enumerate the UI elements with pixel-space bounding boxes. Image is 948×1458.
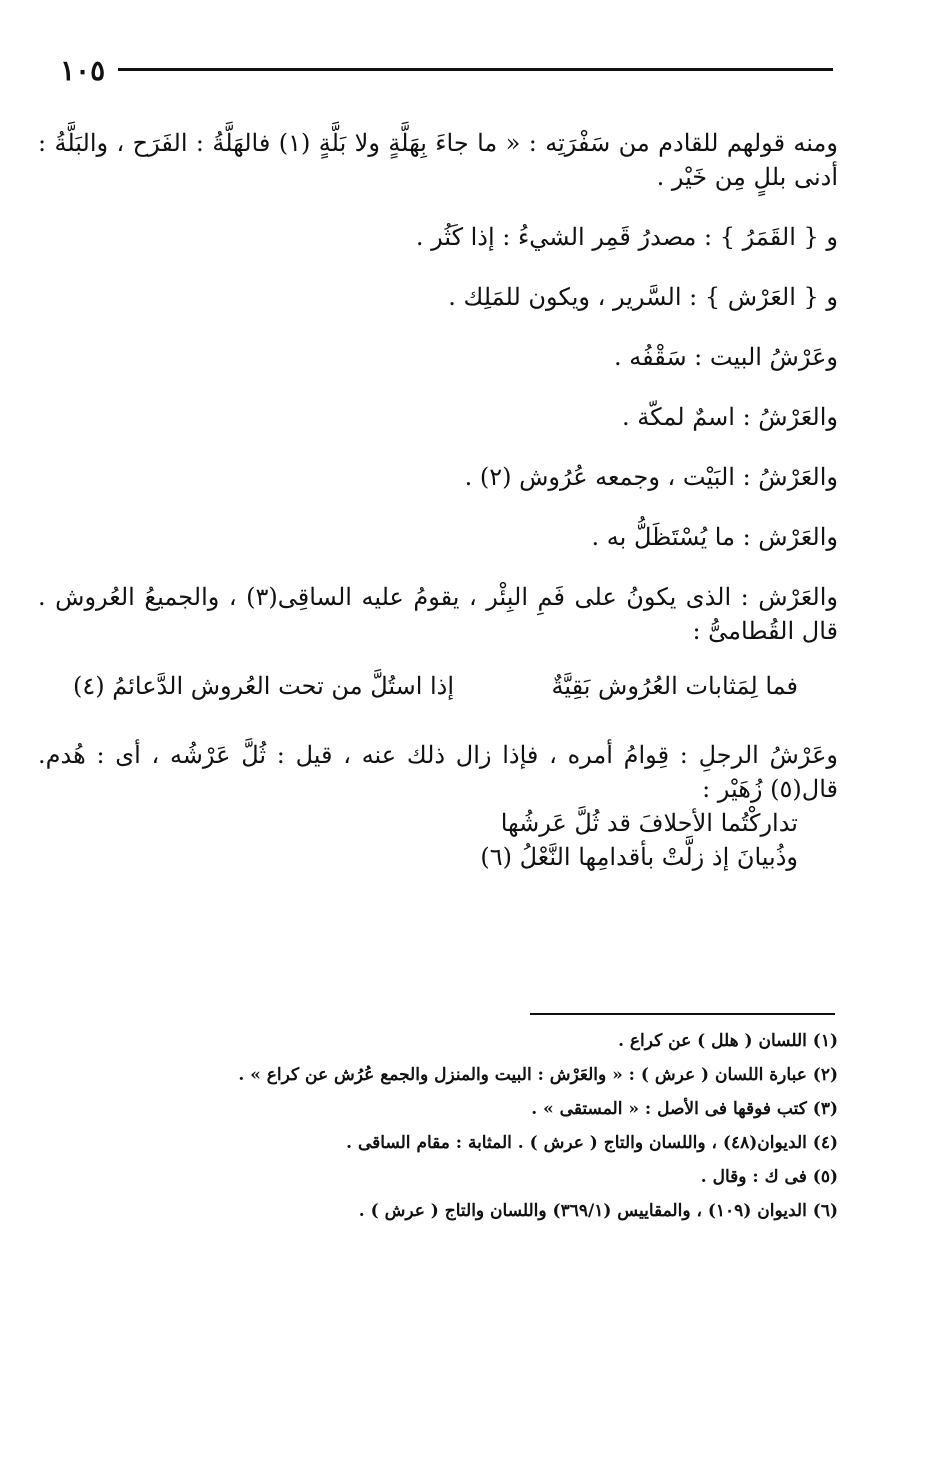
footnote-1: (١) اللسان ( هلل ) عن كراع . <box>618 1031 838 1051</box>
paragraph-arsh-shade: والعَرْش : ما يُسْتَظَلُّ به . <box>591 523 838 551</box>
verse-zuhayr-line-2: وذُبيانَ إذ زلَّتْ بأقدامِها النَّعْلُ (٦) <box>480 843 798 871</box>
footnote-4: (٤) الديوان(٤٨) ، واللسان والتاج ( عرش ) . المثابة : مقام الساقى . <box>346 1133 838 1153</box>
paragraph-arsh-house: والعَرْشُ : البَيْت ، وجمعه عُرُوش (٢) . <box>464 463 838 491</box>
header-rule <box>118 68 833 71</box>
footnote-3: (٣) كتب فوقها فى الأصل : « المستقى » . <box>531 1099 838 1119</box>
paragraph-arsh-well: والعَرْش : الذى يكونُ على فَمِ البِئْر ، يقومُ عليه الساقِى(٣) ، والجميعُ العُروش . قال القُطامىُّ : <box>38 583 838 645</box>
footnote-separator <box>530 1013 835 1015</box>
paragraph-arsh-roof: وعَرْشُ البيت : سَقْفُه . <box>614 343 838 371</box>
body-text <box>38 126 838 874</box>
footnote-5: (٥) فى ك : وقال . <box>700 1167 838 1187</box>
footnote-2: (٢) عبارة اللسان ( عرش ) : « والعَرْش : البيت والمنزل والجمع عُرُش عن كراع » . <box>238 1065 838 1085</box>
paragraph-arsh-mecca: والعَرْشُ : اسمٌ لمكّة . <box>622 403 838 431</box>
paragraph-arsh-man: وعَرْشُ الرجلِ : قِوامُ أمره ، فإذا زال ذلك عنه ، قيل : ثُلَّ عَرْشُه ، أى : هُدم. قال(٥) زُهَيْر : <box>38 741 838 803</box>
verse-first-hemistich: فما لِمَثابات العُرُوش بَقِيَّةٌ <box>551 672 798 700</box>
paragraph-qamar: و { القَمَرُ } : مصدرُ قَمِر الشيءُ : إذا كَثُر . <box>415 223 838 251</box>
verse-zuhayr-line-1: تداركْتُما الأحلافَ قد ثُلَّ عَرشُها <box>500 809 798 837</box>
footnote-6: (٦) الديوان (١٠٩) ، والمقاييس (٣٦٩/١) واللسان والتاج ( عرش ) . <box>358 1201 838 1221</box>
verse-qutami <box>38 672 838 712</box>
verse-second-hemistich: إذا استُلَّ من تحت العُروش الدَّعائمُ (٤) <box>73 672 455 700</box>
footnotes <box>38 1030 838 1234</box>
paragraph-arsh-throne: و { العَرْش } : السَّرير ، ويكون للمَلِك . <box>448 283 838 311</box>
page-number: ١٠٥ <box>60 54 106 87</box>
paragraph-arrival-saying: ومنه قولهم للقادم من سَفْرَتِه : « ما جاءَ بِهَلَّةٍ ولا بَلَّةٍ (١) فالهَلَّةُ : الفَرَح ، والبَلَّةُ : أدنى بللٍ مِن خَيْر . <box>38 129 838 191</box>
